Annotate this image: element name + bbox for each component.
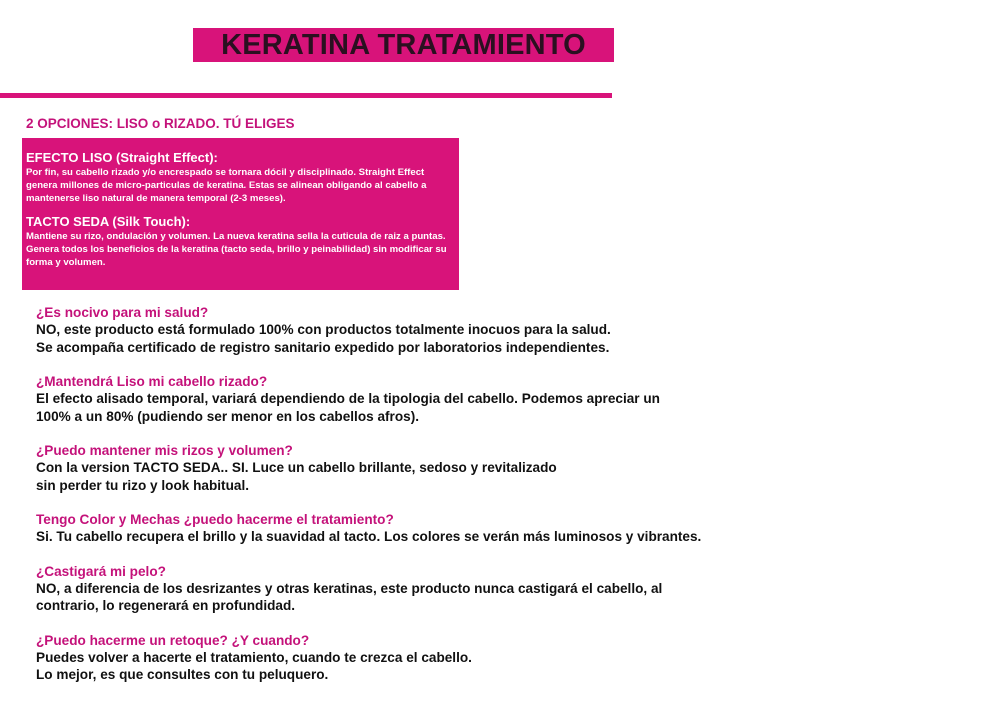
faq-answer-line: Se acompaña certificado de registro sanitario expedido por laboratorios independientes. xyxy=(36,339,610,355)
faq-item xyxy=(36,304,796,356)
option-heading: TACTO SEDA (Silk Touch): xyxy=(26,214,191,229)
faq-answer-line: 100% a un 80% (pudiendo ser menor en los cabellos afros). xyxy=(36,408,420,424)
faq-question: ¿Puedo mantener mis rizos y volumen? xyxy=(36,443,293,458)
faq-question: ¿Mantendrá Liso mi cabello rizado? xyxy=(36,374,268,389)
option-description: Por fin, su cabello rizado y/o encrespado se tornara dócil y disciplinado. Straight Effect genera millones de micro-particulas de keratina. Estas se alinean obligando al cabello a mantenerse liso natural de manera temporal (2-3 meses). xyxy=(26,167,427,204)
faq-question: ¿Castigará mi pelo? xyxy=(36,563,166,579)
option-heading: EFECTO LISO (Straight Effect): xyxy=(26,150,218,165)
faq-item xyxy=(36,442,796,494)
faq-answer-line: Puedes volver a hacerte el tratamiento, cuando te crezca el cabello. xyxy=(36,649,472,665)
faq-answer-line: contrario, lo regenerará en profundidad. xyxy=(36,598,296,613)
faq-answer-line: NO, a diferencia de los desrizantes y otras keratinas, este producto nunca castigará el cabello, al xyxy=(36,580,663,596)
page-title: KERATINA TRATAMIENTO xyxy=(193,28,614,62)
faq-answer-line: Con la version TACTO SEDA.. SI. Luce un cabello brillante, sedoso y revitalizado xyxy=(36,460,557,475)
faq-answer-line: Lo mejor, es que consultes con tu peluquero. xyxy=(36,667,329,682)
options-subtitle: 2 OPCIONES: LISO o RIZADO. TÚ ELIGES xyxy=(26,116,295,131)
faq-answer-line: El efecto alisado temporal, variará dependiendo de la tipologia del cabello. Podemos apreciar un xyxy=(36,391,660,406)
faq-question: ¿Es nocivo para mi salud? xyxy=(36,305,209,320)
faq-item xyxy=(36,632,796,684)
option-silk-touch xyxy=(26,214,453,269)
faq-answer-line: NO, este producto está formulado 100% con productos totalmente inocuos para la salud. xyxy=(36,322,611,337)
faq-question: ¿Puedo hacerme un retoque? ¿Y cuando? xyxy=(36,632,310,648)
faq-question: Tengo Color y Mechas ¿puedo hacerme el tratamiento? xyxy=(36,512,394,527)
option-description: Mantiene su rizo, ondulación y volumen. La nueva keratina sella la cuticula de raiz a puntas. Genera todos los beneficios de la keratina (tacto seda, brillo y peinabilidad) sin modificar su forma y volumen. xyxy=(26,231,447,268)
faq-item xyxy=(36,511,796,546)
option-straight-effect xyxy=(26,150,453,205)
faq-item xyxy=(36,563,796,615)
faq-list xyxy=(36,304,796,701)
faq-item xyxy=(36,373,796,425)
options-panel xyxy=(22,138,459,290)
title-divider xyxy=(0,93,612,98)
faq-answer-line: Si. Tu cabello recupera el brillo y la suavidad al tacto. Los colores se verán más luminosos y vibrantes. xyxy=(36,529,702,544)
faq-answer-line: sin perder tu rizo y look habitual. xyxy=(36,477,249,493)
